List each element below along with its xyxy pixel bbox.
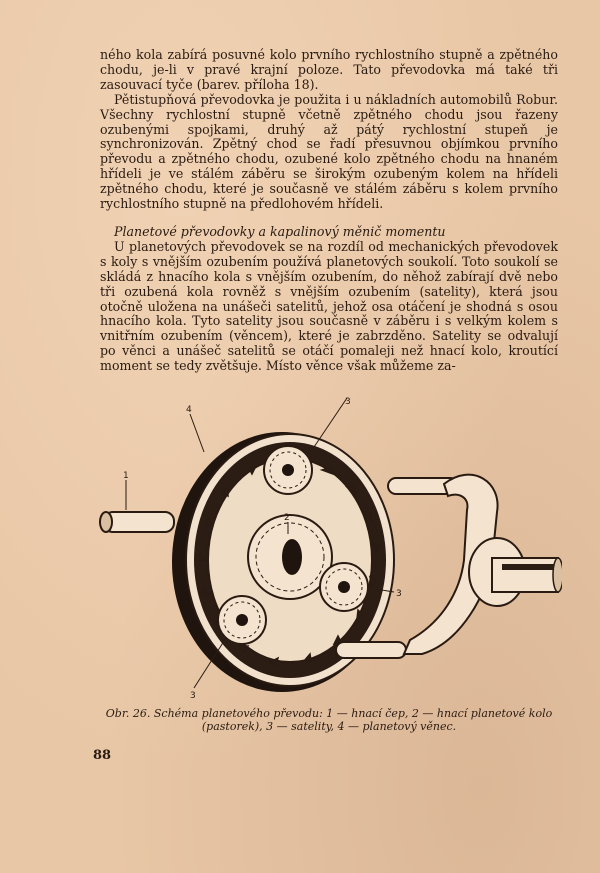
callout-3-right: 3 bbox=[396, 589, 402, 599]
callout-2: 2 bbox=[284, 513, 290, 523]
planet-gear-right bbox=[320, 563, 368, 611]
paragraph-2: Pětistupňová převodovka je použita i u nákladních automobilů Robur. Všechny rychlostní stupně včetně zpětného chodu jsou řazeny ozubenými spojkami, druhý až pátý rychlostní stupeň je synchronizován. Zpětný chod se řadí přesuvnou objímkou prvního převodu a zpětného chodu, ozubené kolo zpětného chodu na hnaném hřídeli je ve stálém záběru se širokým ozubeným kolem na hřídeli zpětného chodu, které je současně ve stálém záběru s kolem prvního rychlostního stupně na předlohovém hřídeli. bbox=[100, 91, 558, 212]
callout-3-top: 3 bbox=[345, 397, 351, 407]
figure-caption: Obr. 26. Schéma planetového převodu: 1 — hnací čep, 2 — hnací planetové kolo (pastorek), 3 — satelity, 4 — planetový věnec. bbox=[105, 707, 553, 733]
body-text bbox=[100, 48, 558, 374]
page-number: 88 bbox=[93, 748, 112, 763]
callout-4: 4 bbox=[186, 405, 192, 415]
drive-shaft bbox=[100, 512, 174, 532]
paragraph-1: ného kola zabírá posuvné kolo prvního rychlostního stupně a zpětného chodu, je-li v pravé krajní poloze. Tato převodovka má také tři zasouvací tyče (barev. příloha 18). bbox=[100, 47, 558, 92]
planet-gear-left bbox=[218, 596, 266, 644]
section-heading: Planetové převodovky a kapalinový měnič momentu bbox=[114, 223, 446, 239]
planetary-gear-figure bbox=[92, 392, 562, 710]
callout-1: 1 bbox=[123, 471, 129, 481]
planet-gear-top bbox=[264, 446, 312, 494]
paragraph-3: U planetových převodovek se na rozdíl od mechanických převodovek s koly s vnějším ozubením používá planetových soukolí. Toto soukolí se skládá z hnacího kola s vnějším ozubením, do něhož zabírají dvě nebo tři ozubená kola rovněž s vnějším ozubením (satelity), která jsou otočně uložena na unášeči satelitů, jehož osa otáčení je shodná s osou hnacího kola. Tyto satelity jsou současně v záběru i s velkým kolem s vnitřním ozubením (věncem), které je zabrzděno. Satelity se odvalují po věnci a unášeč satelitů se otáčí pomaleji než hnací kolo, kroutící moment se tedy zvětšuje. Místo věnce však můžeme za- bbox=[100, 238, 558, 374]
callout-3-bottom: 3 bbox=[190, 691, 196, 701]
